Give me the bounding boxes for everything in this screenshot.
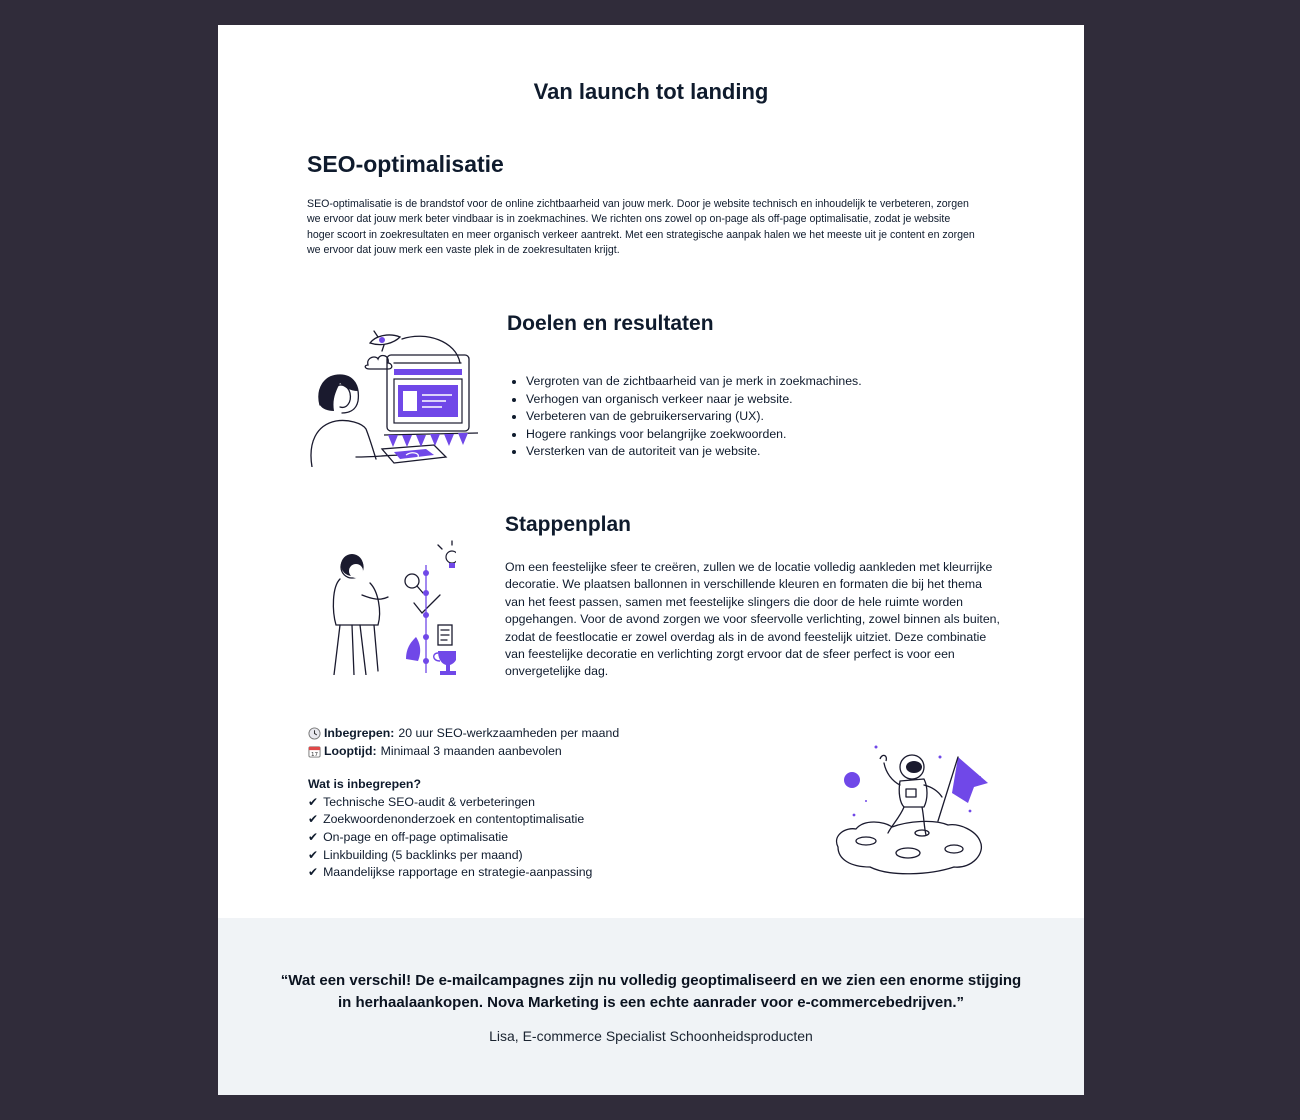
checkmark-icon: ✔	[308, 847, 319, 862]
list-item: • Hogere rankings voor belangrijke zoekwoorden.	[526, 426, 946, 444]
steps-paragraph: Om een feestelijke sfeer te creëren, zullen we de locatie volledig aankleden met kleurrijke decoratie. We plaatsen ballonnen in verschillende kleuren en formaten die bij het thema van het feest passen, samen met feestelijke slingers die door de hele ruimte worden opgehangen. Voor de avond zorgen we voor sfeervolle verlichting, zowel binnen als buiten, zodat de feestlocatie er zowel overdag als in de avond feestelijk uitziet. Deze combinatie van feestelijke decoratie en verlichting zorgt ervoor dat de sfeer perfect is voor een onvergetelijke dag.	[505, 560, 1000, 679]
list-item: • Verhogen van organisch verkeer naar je website.	[526, 391, 946, 409]
stepplan-illustration	[326, 515, 456, 675]
steps-heading: Stappenplan	[505, 513, 632, 536]
duration-line	[308, 743, 728, 761]
duration-value: Minimaal 3 maanden aanbevolen	[380, 743, 562, 758]
seo-heading: SEO-optimalisatie	[307, 151, 504, 177]
goals-list	[511, 373, 946, 461]
page-title: Van launch tot landing	[533, 79, 769, 104]
checkmark-icon: ✔	[308, 812, 319, 827]
seo-paragraph: SEO-optimalisatie is de brandstof voor de online zichtbaarheid van jouw merk. Door je website technisch en inhoudelijk te verbeteren, zorgen we ervoor dat jouw merk beter vindbaar is in zoekmachines. We richten ons zowel op on-page als off-page optimalisatie, zodat je website hoger scoort in zoekresultaten en meer organisch verkeer aantrekt. Met een strategische aanpak halen we het meeste uit je content en zorgen we ervoor dat jouw merk een vaste plek in de zoekresultaten krijgt.	[307, 198, 975, 257]
content-page	[218, 25, 1084, 1095]
list-item: ✔ Maandelijkse rapportage en strategie-aanpassing	[308, 864, 728, 882]
astronaut-illustration	[830, 737, 990, 877]
list-item: • Versterken van de autoriteit van je website.	[526, 443, 946, 461]
testimonial-author: Lisa, E-commerce Specialist Schoonheidsproducten	[489, 1028, 813, 1044]
included-heading: Wat is inbegrepen?	[308, 777, 421, 792]
list-item: • Vergroten van de zichtbaarheid van je merk in zoekmachines.	[526, 373, 946, 391]
list-item: ✔ Linkbuilding (5 backlinks per maand)	[308, 847, 728, 865]
woman-website-illustration	[306, 307, 496, 467]
included-hours-line	[308, 725, 728, 743]
svg-text:17: 17	[310, 751, 319, 758]
list-item: • Verbeteren van de gebruikerservaring (UX).	[526, 408, 946, 426]
list-item: ✔ Zoekwoordenonderzoek en contentoptimalisatie	[308, 811, 728, 829]
goals-heading: Doelen en resultaten	[507, 312, 714, 335]
duration-label: Looptijd:	[324, 743, 377, 758]
list-item: ✔ On-page en off-page optimalisatie	[308, 829, 728, 847]
included-label: Inbegrepen:	[324, 726, 395, 740]
testimonial-section	[218, 918, 1084, 1095]
list-item: ✔ Technische SEO-audit & verbeteringen	[308, 794, 728, 812]
calendar-icon	[308, 745, 321, 758]
checkmark-icon: ✔	[308, 865, 319, 880]
checkmark-icon: ✔	[308, 829, 319, 844]
included-value: 20 uur SEO-werkzaamheden per maand	[398, 726, 620, 740]
clock-icon	[308, 727, 321, 740]
checkmark-icon: ✔	[308, 794, 319, 809]
testimonial-quote: “Wat een verschil! De e-mailcampagnes zijn nu volledig geoptimaliseerd en we zien een enorme stijging in herhaalaankopen. Nova Marketing is een echte aanrader voor e-commercebedrijven.”	[280, 972, 1022, 1011]
service-details	[308, 725, 728, 882]
